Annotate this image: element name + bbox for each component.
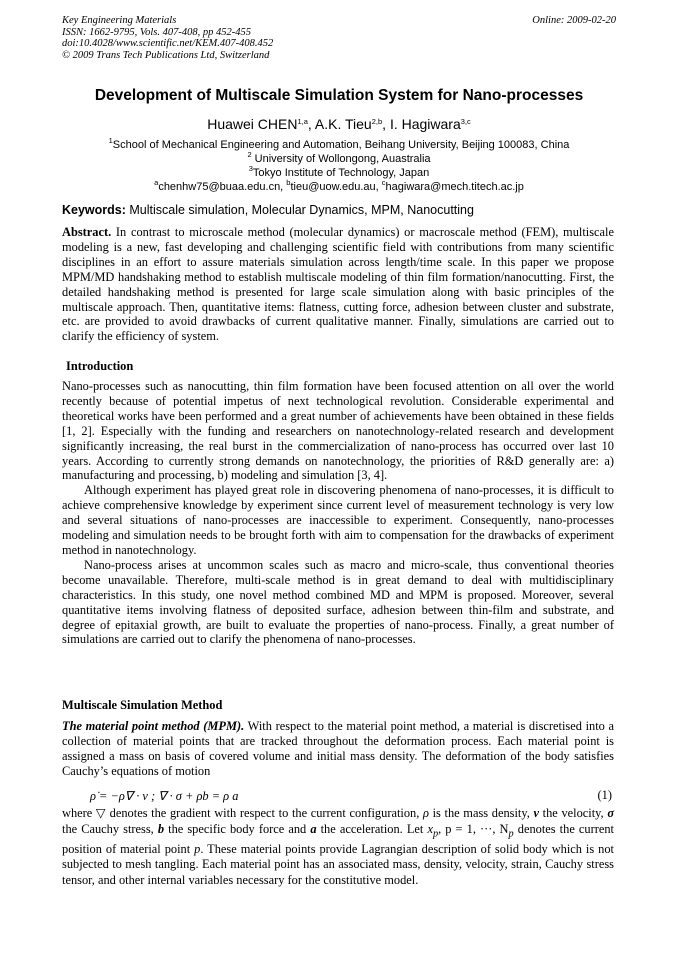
- paper-title: Development of Multiscale Simulation System for Nano-processes: [94, 87, 584, 104]
- email-superscript: c: [381, 178, 386, 187]
- affiliation-superscript: 3: [248, 164, 253, 173]
- mpm-label: The material point method (MPM).: [62, 719, 245, 733]
- doi-line: doi:10.4028/www.scientific.net/KEM.407-408.452: [62, 38, 274, 49]
- text-run: the Cauchy stress,: [62, 821, 158, 836]
- introduction-body: [62, 379, 614, 647]
- equation-expression: ρ̇ = −ρ∇ · v ; ∇ · σ + ρb = ρ a: [90, 789, 239, 803]
- email-address: tieu@uow.edu.au,: [290, 181, 382, 193]
- email-address: chenhw75@buaa.edu.cn,: [158, 181, 287, 193]
- copyright-line: © 2009 Trans Tech Publications Ltd, Switzerland: [62, 49, 270, 61]
- journal-name: Key Engineering Materials: [62, 15, 177, 26]
- affiliation-superscript: 2: [247, 150, 252, 159]
- author-superscript: 3,c: [460, 117, 471, 126]
- author-name: Huawei CHEN: [207, 116, 298, 132]
- affiliation-text: Tokyo Institute of Technology, Japan: [252, 167, 430, 179]
- affiliation-superscript: 1: [108, 136, 113, 145]
- text-run: the acceleration. Let: [316, 821, 428, 836]
- symbol-b: b: [157, 821, 165, 836]
- subscript-p: p: [508, 828, 514, 840]
- author-superscript: 2,b: [371, 117, 383, 126]
- text-run: the velocity,: [539, 806, 608, 820]
- email-line: [40, 178, 638, 194]
- introduction-heading: Introduction: [66, 359, 134, 373]
- author-name: , A.K. Tieu: [307, 116, 372, 132]
- text-run: is the mass density,: [428, 806, 534, 820]
- author-name: , I. Hagiwara: [382, 116, 461, 132]
- equation-number: (1): [597, 788, 612, 802]
- symbol-rho: ρ: [422, 806, 429, 820]
- mpm-paragraph: [62, 719, 614, 779]
- keywords-label: Keywords:: [62, 203, 126, 217]
- author-superscript: 1,a: [297, 117, 308, 126]
- online-date: Online: 2009-02-20: [532, 15, 616, 26]
- keywords-text: Multiscale simulation, Molecular Dynamics, MPM, Nanocutting: [125, 203, 474, 217]
- keywords: [62, 203, 616, 217]
- text-run: , p = 1, ···, N: [438, 821, 509, 836]
- symbol-x: x: [427, 821, 433, 836]
- affiliation-2: [40, 150, 638, 166]
- intro-paragraph-3: Nano-process arises at uncommon scales such as macro and micro-scale, thus conventional theories become unavailable. Therefore, multi-scale method is in great demand to deal with multidisciplinary characteristics. In this study, one novel method combined MD and MPM is proposed. Moreover, several quantitative items involving flatness of deposited surface, adhesion between thin-film and substrate, and degree of epitaxial growth, are built to evaluate the properties of nano-process. Finally, a great number of simulations are carried out to clarify the phenomena of nano-processes.: [62, 557, 614, 647]
- abstract-label: Abstract.: [62, 225, 112, 239]
- email-superscript: b: [286, 178, 291, 187]
- method-heading: Multiscale Simulation Method: [62, 698, 223, 712]
- text-run: the specific body force and: [164, 821, 311, 836]
- publication-header: [62, 15, 616, 61]
- intro-paragraph-2: Although experiment has played great role in discovering phenomena of nano-processes, it is difficult to achieve comprehensive knowledge by experiment since current level of measurement technology is very low and several situations of nano-processes are inaccessible to experiment. Consequently, nano-processes modeling and simulation needs to be brought forth with aim to compensation for the drawbacks of experiment method in nanotechnology.: [62, 483, 614, 557]
- text-run: denotes the current position of material point: [62, 821, 614, 856]
- symbol-p: p: [194, 841, 201, 856]
- abstract: [62, 225, 614, 344]
- mpm-description: [62, 806, 614, 888]
- text-run: . These material points provide Lagrangian description of solid body which is not subjected to mesh tangling. Each material point has an associated mass, density, velocity, strain, Cauchy stress tensor, and other internal variables necessary for the constitutive model.: [62, 841, 614, 887]
- email-superscript: a: [154, 178, 159, 187]
- affiliation-text: University of Wollongong, Auastralia: [251, 153, 431, 165]
- symbol-a: a: [310, 821, 317, 836]
- email-address: hagiwara@mech.titech.ac.jp: [385, 181, 524, 193]
- affiliation-text: School of Mechanical Engineering and Automation, Beihang University, Beijing 100083, China: [112, 139, 570, 151]
- issn-line: ISSN: 1662-9795, Vols. 407-408, pp 452-455: [62, 26, 251, 38]
- intro-paragraph-1: Nano-processes such as nanocutting, thin film formation have been focused attention on all over the world recently because of potential impetus of next technological revolution. Considerable experimental and theoretical works have been performed and a great number of achievements have been obtained in these fields [1, 2]. Especially with the funding and researchers on nanotechnology-related research and development significantly increasing, the real burst in the commercialization of nano-process has occurred over last 10 years. According to currently strong demands on nanotechnology, the priorities of R&D generally are: a) manufacturing and processing, b) modeling and simulation [3, 4].: [62, 379, 614, 483]
- mpm-text: With respect to the material point method, a material is discretised into a collection of material points that are tracked throughout the deformation process. Each material point is assigned a mass on basis of covered volume and initial mass density. The deformation of the body satisfies Cauchy’s equations of motion: [62, 719, 614, 778]
- affiliation-1: [40, 136, 638, 152]
- text-run: where ▽ denotes the gradient with respect to the current configuration,: [62, 806, 423, 820]
- affiliation-3: [40, 164, 638, 180]
- subscript-p: p: [432, 828, 439, 840]
- author-list: [40, 116, 638, 132]
- symbol-v: v: [533, 806, 539, 820]
- abstract-text: In contrast to microscale method (molecular dynamics) or macroscale method (FEM), multiscale modeling is a new, fast developing and challenging scientific field with contributions from many scientific disciplines in an effort to assure materials simulation across length/time scale. In this paper we propose MPM/MD handshaking method to establish multiscale modeling of thin film formation/nanocutting. First, the detailed handshaking method is presented for large scale simulation along with basic principles of the multiscale approach. Then, quantitative items: flatness, cutting force, adhesion between cluster and substrate, etc. are provided to avoid drawbacks of current qualitative manner. Finally, simulations are carried out to clarify the efficiency of system.: [62, 225, 614, 344]
- symbol-sigma: σ: [607, 806, 614, 820]
